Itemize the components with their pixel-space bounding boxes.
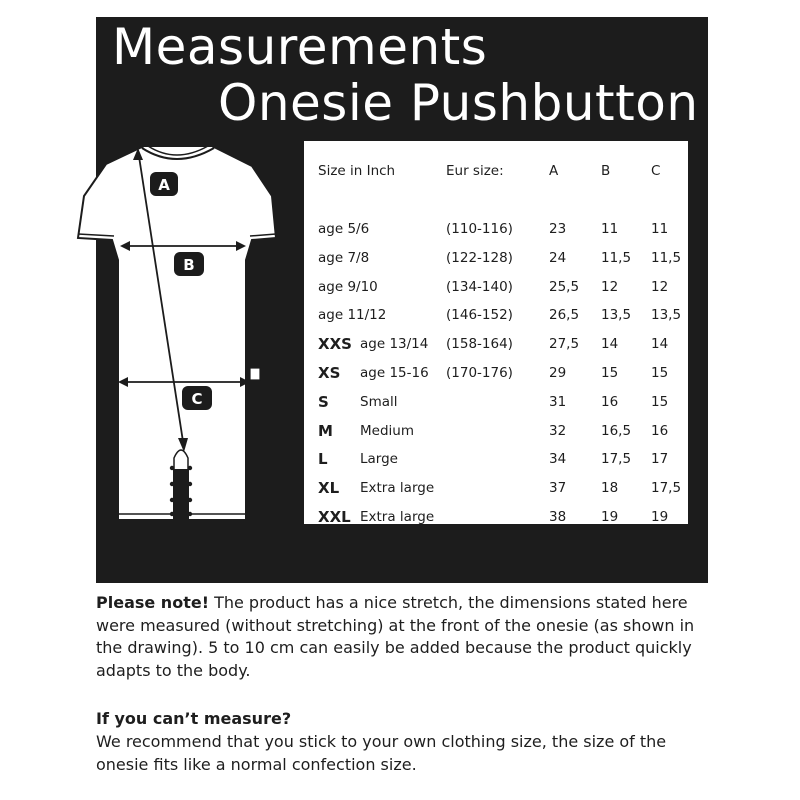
table-row — [304, 246, 688, 270]
eur-size: (122-128) — [446, 249, 513, 266]
measure-c: 12 — [651, 278, 669, 295]
page-title-line-1: Measurements — [112, 18, 488, 76]
measure-b: 14 — [601, 336, 619, 353]
size-table — [304, 141, 688, 524]
onesie-illustration — [76, 140, 286, 540]
measure-c: 13,5 — [651, 307, 682, 324]
measure-a: 23 — [549, 221, 567, 237]
table-row — [304, 447, 688, 471]
measure-c: 17,5 — [651, 480, 682, 497]
size-label: Small — [360, 393, 398, 410]
eur-size: (134-140) — [446, 278, 513, 295]
measure-b: 15 — [601, 365, 619, 381]
size-code: XS — [318, 364, 341, 382]
measure-b: 17,5 — [601, 451, 632, 468]
measure-c: 17 — [651, 451, 669, 468]
size-code: L — [318, 450, 328, 469]
measure-a: 24 — [549, 249, 567, 266]
measure-a: 34 — [549, 451, 567, 468]
eur-size: (170-176) — [446, 365, 513, 381]
size-label: Large — [360, 451, 398, 468]
marker-a-label: A — [158, 176, 170, 194]
size-label: Medium — [360, 422, 414, 439]
size-code: M — [318, 421, 333, 440]
marker-a — [150, 172, 178, 196]
table-row — [304, 217, 688, 241]
measure-a: 37 — [549, 480, 567, 497]
marker-b — [174, 252, 204, 276]
measure-a: 38 — [549, 509, 567, 525]
measure-c: 16 — [651, 422, 669, 439]
measure-c: 14 — [651, 336, 669, 353]
header-a: A — [549, 163, 559, 179]
measure-c: 15 — [651, 365, 669, 381]
measure-b: 18 — [601, 480, 619, 497]
size-label: age 15-16 — [360, 365, 429, 381]
marker-c-label: C — [191, 390, 203, 408]
measure-c: 15 — [651, 393, 669, 410]
size-label: age 7/8 — [318, 249, 370, 266]
table-row — [304, 390, 688, 414]
size-label: Extra large — [360, 509, 435, 525]
measure-b: 16 — [601, 393, 619, 410]
measure-b: 13,5 — [601, 307, 632, 324]
size-code: XXL — [318, 508, 351, 526]
size-label: age 13/14 — [360, 336, 429, 353]
measure-a: 29 — [549, 365, 567, 381]
size-label: age 11/12 — [318, 307, 387, 324]
marker-b-label: B — [183, 256, 195, 274]
size-label: Extra large — [360, 480, 435, 497]
table-row — [304, 332, 688, 356]
stretch-note-heading: Please note! — [96, 593, 209, 612]
table-row — [304, 275, 688, 299]
measure-b: 19 — [601, 509, 619, 525]
table-row — [304, 476, 688, 500]
table-row — [304, 419, 688, 443]
eur-size: (110-116) — [446, 221, 513, 237]
size-code: XXS — [318, 335, 352, 354]
measure-a: 27,5 — [549, 336, 580, 353]
measure-b: 11 — [601, 221, 619, 237]
size-code: S — [318, 392, 329, 411]
stretch-note — [96, 592, 716, 682]
measure-note-text: We recommend that you stick to your own clothing size, the size of the onesie fits like a normal confection size. — [96, 732, 667, 774]
header-b: B — [601, 163, 611, 179]
measure-a: 32 — [549, 422, 567, 439]
measure-c: 11 — [651, 221, 669, 237]
measure-b: 11,5 — [601, 249, 632, 266]
eur-size: (158-164) — [446, 336, 513, 353]
size-code: XL — [318, 479, 340, 498]
page-title-line-2: Onesie Pushbutton — [218, 74, 699, 132]
stretch-note-text: The product has a nice stretch, the dimensions stated here were measured (without stretching) at the front of the onesie (as shown in the drawing). 5 to 10 cm can easily be added because the product quickly adapts to the body. — [96, 593, 695, 680]
size-label: age 9/10 — [318, 278, 378, 295]
measure-a: 31 — [549, 393, 567, 410]
measure-a: 26,5 — [549, 307, 580, 324]
measure-c: 11,5 — [651, 249, 682, 266]
measure-a: 25,5 — [549, 278, 580, 295]
eur-size: (146-152) — [446, 307, 513, 324]
table-row — [304, 361, 688, 385]
table-row — [304, 303, 688, 327]
measure-b: 16,5 — [601, 422, 632, 439]
header-size: Size in Inch — [318, 163, 396, 179]
measure-b: 12 — [601, 278, 619, 295]
size-label: age 5/6 — [318, 221, 370, 237]
measure-note-heading: If you can’t measure? — [96, 709, 292, 728]
header-eur: Eur size: — [446, 163, 504, 179]
header-c: C — [651, 163, 661, 179]
measure-c: 19 — [651, 509, 669, 525]
table-row — [304, 505, 688, 529]
marker-c — [182, 386, 212, 410]
